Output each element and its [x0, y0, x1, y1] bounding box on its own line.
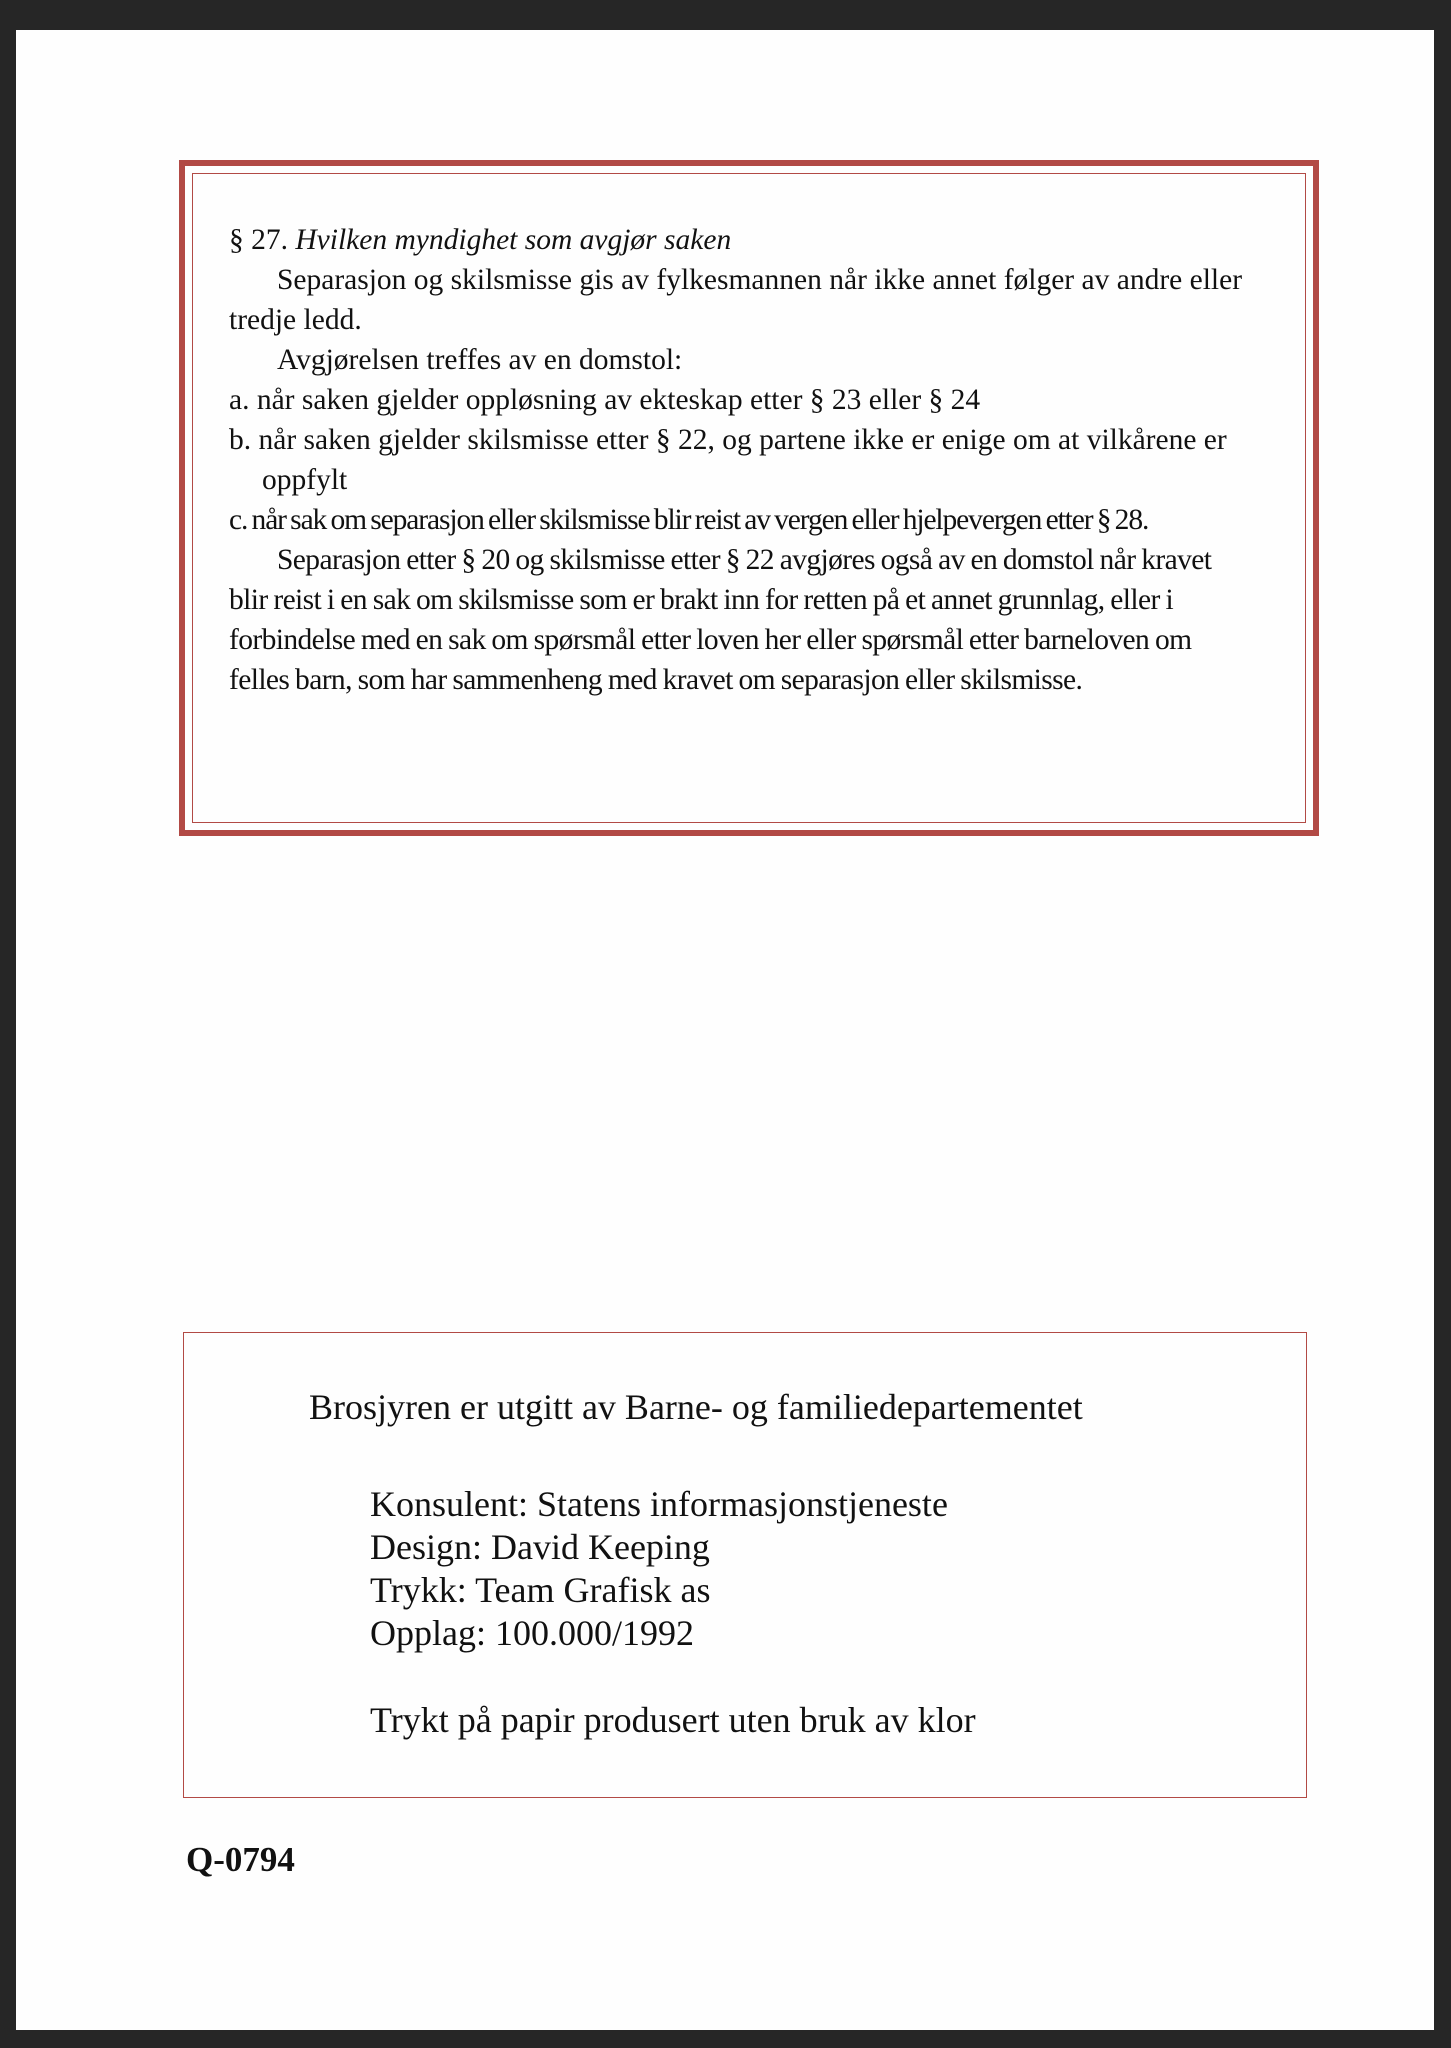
credits-list: [370, 1483, 948, 1655]
paragraph-3: Separasjon etter § 20 og skilsmisse etter § 22 avgjøres også av en domstol når kravet blir reist i en sak om skilsmisse som er brakt inn for retten på et annet grunnlag, eller i forbindelse med en sak om spørsmål etter loven her eller spørsmål etter barneloven om felles barn, som har sammenheng med kravet om separasjon eller skilsmisse.: [229, 544, 1212, 696]
section-title: Hvilken myndighet som avgjør saken: [295, 224, 732, 256]
section-heading: [229, 220, 1245, 260]
credit-edition: Opplag: 100.000/1992: [370, 1613, 694, 1653]
publisher-title: Brosjyren er utgitt av Barne- og familiedepartementet: [309, 1387, 1083, 1427]
document-page: [16, 30, 1434, 2030]
document-code: Q-0794: [186, 1840, 295, 1879]
list-item-c: c. når sak om separasjon eller skilsmisse blir reist av vergen eller hjelpevergen etter § 28.: [229, 504, 1149, 536]
credit-print: Trykk: Team Grafisk as: [370, 1570, 711, 1610]
credit-consultant: Konsulent: Statens informasjonstjeneste: [370, 1484, 948, 1524]
list-item-b: b. når saken gjelder skilsmisse etter § 22, og partene ikke er enige om at vilkårene er oppfylt: [229, 424, 1227, 496]
law-section-box: [179, 160, 1319, 836]
publisher-info-box: [183, 1332, 1307, 1798]
section-number: § 27.: [229, 224, 288, 256]
paragraph-2: Avgjørelsen treffes av en domstol:: [277, 344, 683, 376]
paper-note: Trykt på papir produsert uten bruk av klor: [370, 1700, 976, 1740]
paragraph-1: Separasjon og skilsmisse gis av fylkesmannen når ikke annet følger av andre eller tredje ledd.: [229, 264, 1243, 336]
credit-design: Design: David Keeping: [370, 1527, 710, 1567]
law-section-text: [229, 220, 1245, 700]
list-item-a: a. når saken gjelder oppløsning av ekteskap etter § 23 eller § 24: [229, 384, 981, 416]
